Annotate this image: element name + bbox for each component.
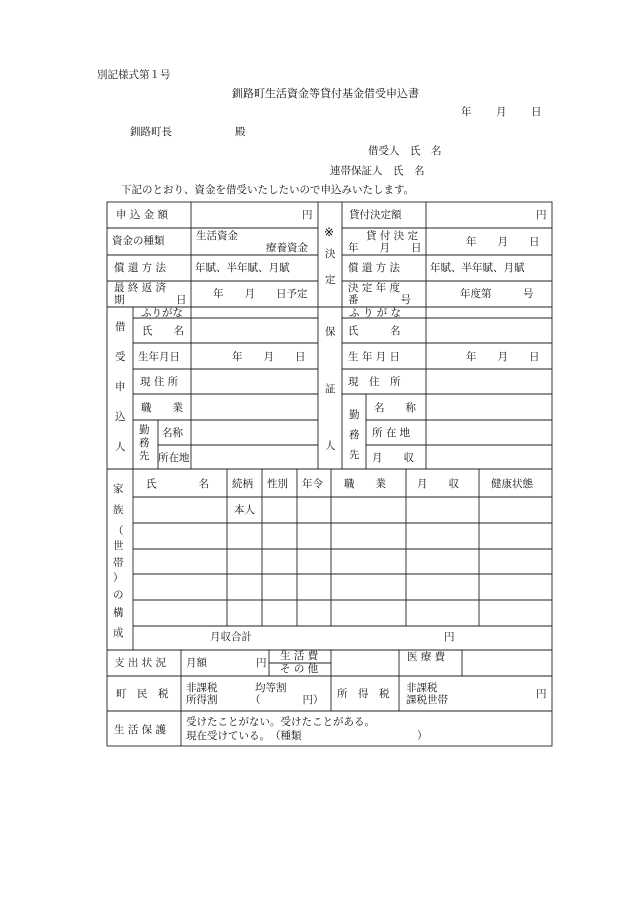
family-side-4: 世 — [113, 540, 124, 552]
last-repay-label-1: 最 終 返 済 — [114, 282, 167, 294]
last-repay-label-2: 期 — [114, 294, 125, 306]
date-year: 年 — [461, 106, 472, 118]
decision-no-value: 年度第 号 — [460, 288, 534, 300]
repay-options-r: 年賦、半年賦、月賦 — [430, 262, 525, 274]
welfare-line2: 現在受けている。 （種類 ） — [186, 730, 428, 742]
guarantor-birth-value: 年 月 日 — [466, 351, 540, 363]
apply-amount-label: 申 込 金 額 — [116, 209, 169, 221]
borrower-work-addr: 所在地 — [158, 452, 190, 464]
borrower-side-3: 申 — [115, 381, 126, 393]
borrower-name-label: 借受人 氏 名 — [368, 145, 442, 157]
loan-decided-amount-label: 貸付決定額 — [349, 209, 402, 221]
guarantor-name: 氏 名 — [348, 325, 401, 337]
repay-method-label: 償 還 方 法 — [114, 262, 167, 274]
family-side-9: 成 — [113, 627, 124, 639]
guarantor-work-side-1: 勤 — [349, 409, 360, 421]
guarantor-furigana: ふ り が な — [349, 307, 402, 319]
addressee: 釧路町長 — [130, 126, 172, 138]
guarantor-work-side-2: 務 — [349, 429, 360, 441]
date-month: 月 — [496, 106, 507, 118]
town-tax-nontax: 非課税 — [186, 682, 218, 694]
apply-amount-yen: 円 — [302, 209, 313, 221]
family-header-health: 健康状態 — [491, 478, 533, 490]
family-side-7: の — [113, 589, 124, 601]
fund-life: 生活資金 — [196, 230, 238, 242]
guarantor-address: 現 住 所 — [348, 376, 401, 388]
repay-options: 年賦、半年賦、月賦 — [195, 262, 290, 274]
expense-other: そ の 他 — [280, 663, 319, 675]
family-header-job: 職 業 — [344, 478, 386, 490]
family-side-8: 構 — [113, 607, 124, 619]
last-repay-label-3: 日 — [176, 294, 187, 306]
income-tax-yen: 円 — [536, 688, 547, 700]
borrower-furigana: ふりがな — [141, 307, 183, 319]
family-side-5: 帯 — [113, 557, 124, 569]
decision-char-1: 決 — [325, 248, 336, 260]
guarantor-work-income: 月 収 — [372, 452, 414, 464]
borrower-work-side-2: 務 — [139, 437, 150, 449]
loan-decided-amount-yen: 円 — [536, 209, 547, 221]
income-tax-label: 所 得 税 — [337, 688, 390, 700]
borrower-name: 氏 名 — [142, 325, 184, 337]
town-tax-income-split: 所得割 — [186, 694, 218, 706]
family-header-age: 年令 — [302, 478, 323, 490]
decision-no-2: 番 号 — [348, 294, 411, 306]
town-tax-paren: （ 円） — [250, 694, 324, 706]
family-side-1: 家 — [113, 483, 124, 495]
family-total-yen: 円 — [444, 631, 455, 643]
decision-char-2: 定 — [325, 274, 336, 286]
town-tax-equal: 均等割 — [255, 682, 287, 694]
income-tax-taxed: 課税世帯 — [406, 694, 448, 706]
family-header-relation: 続柄 — [232, 478, 253, 490]
income-tax-nontax: 非課税 — [406, 682, 438, 694]
borrower-side-5: 人 — [115, 441, 126, 453]
welfare-label: 生 活 保 護 — [114, 724, 167, 736]
borrower-work-side-3: 先 — [139, 450, 150, 462]
family-side-3: （ — [113, 525, 124, 537]
expense-medical: 医 療 費 — [407, 651, 446, 663]
intro-text: 下記のとおり、資金を借受いたしたいので申込みいたします。 — [121, 184, 415, 196]
expense-label: 支 出 状 況 — [114, 657, 167, 669]
expense-living: 生 活 費 — [280, 650, 319, 662]
family-side-6: ） — [113, 572, 124, 584]
family-side-2: 族 — [113, 504, 124, 516]
family-header-sex: 性別 — [267, 478, 288, 490]
borrower-job: 職 業 — [141, 402, 183, 414]
guarantor-side-3: 人 — [325, 440, 336, 452]
form-number: 別記様式第１号 — [97, 69, 171, 81]
family-total-label: 月収合計 — [210, 631, 252, 643]
borrower-work-side-1: 勤 — [139, 424, 150, 436]
welfare-line1: 受けたことがない。受けたことがある。 — [186, 716, 375, 728]
date-day: 日 — [531, 106, 542, 118]
guarantor-side-1: 保 — [325, 326, 336, 338]
loan-decided-date-2: 年 月 日 — [348, 242, 422, 254]
borrower-address: 現 住 所 — [140, 376, 179, 388]
guarantor-work-side-3: 先 — [349, 449, 360, 461]
borrower-side-1: 借 — [115, 321, 126, 333]
guarantor-work-addr: 所 在 地 — [372, 427, 411, 439]
last-repay-value: 年 月 日予定 — [213, 288, 308, 300]
guarantor-name-label: 連帯保証人 氏 名 — [330, 165, 425, 177]
decision-mark: ※ — [324, 225, 335, 239]
borrower-side-2: 受 — [115, 351, 126, 363]
expense-yen: 円 — [256, 657, 267, 669]
honorific: 殿 — [235, 126, 246, 138]
expense-monthly: 月額 — [186, 657, 207, 669]
page-title: 釧路町生活資金等貸付基金借受申込書 — [232, 87, 419, 100]
town-tax-label: 町 民 税 — [116, 688, 169, 700]
fund-type-label: 資金の種類 — [112, 235, 165, 247]
borrower-work-name: 名称 — [162, 427, 183, 439]
loan-decided-date-1: 貸 付 決 定 — [366, 230, 419, 242]
guarantor-birth: 生 年 月 日 — [348, 351, 401, 363]
loan-decided-date-value: 年 月 日 — [466, 236, 540, 248]
guarantor-side-2: 証 — [325, 383, 336, 395]
family-header-name: 氏 名 — [146, 478, 209, 490]
borrower-birth-value: 年 月 日 — [232, 351, 306, 363]
guarantor-work-name: 名 称 — [374, 402, 416, 414]
borrower-birth: 生年月日 — [138, 351, 180, 363]
borrower-side-4: 込 — [115, 411, 126, 423]
family-header-income: 月 収 — [417, 478, 459, 490]
family-row1-relation: 本人 — [234, 504, 255, 516]
decision-no-1: 決 定 年 度 — [348, 282, 401, 294]
repay-method-r-label: 償 還 方 法 — [348, 262, 401, 274]
fund-medical: 療養資金 — [266, 242, 308, 254]
